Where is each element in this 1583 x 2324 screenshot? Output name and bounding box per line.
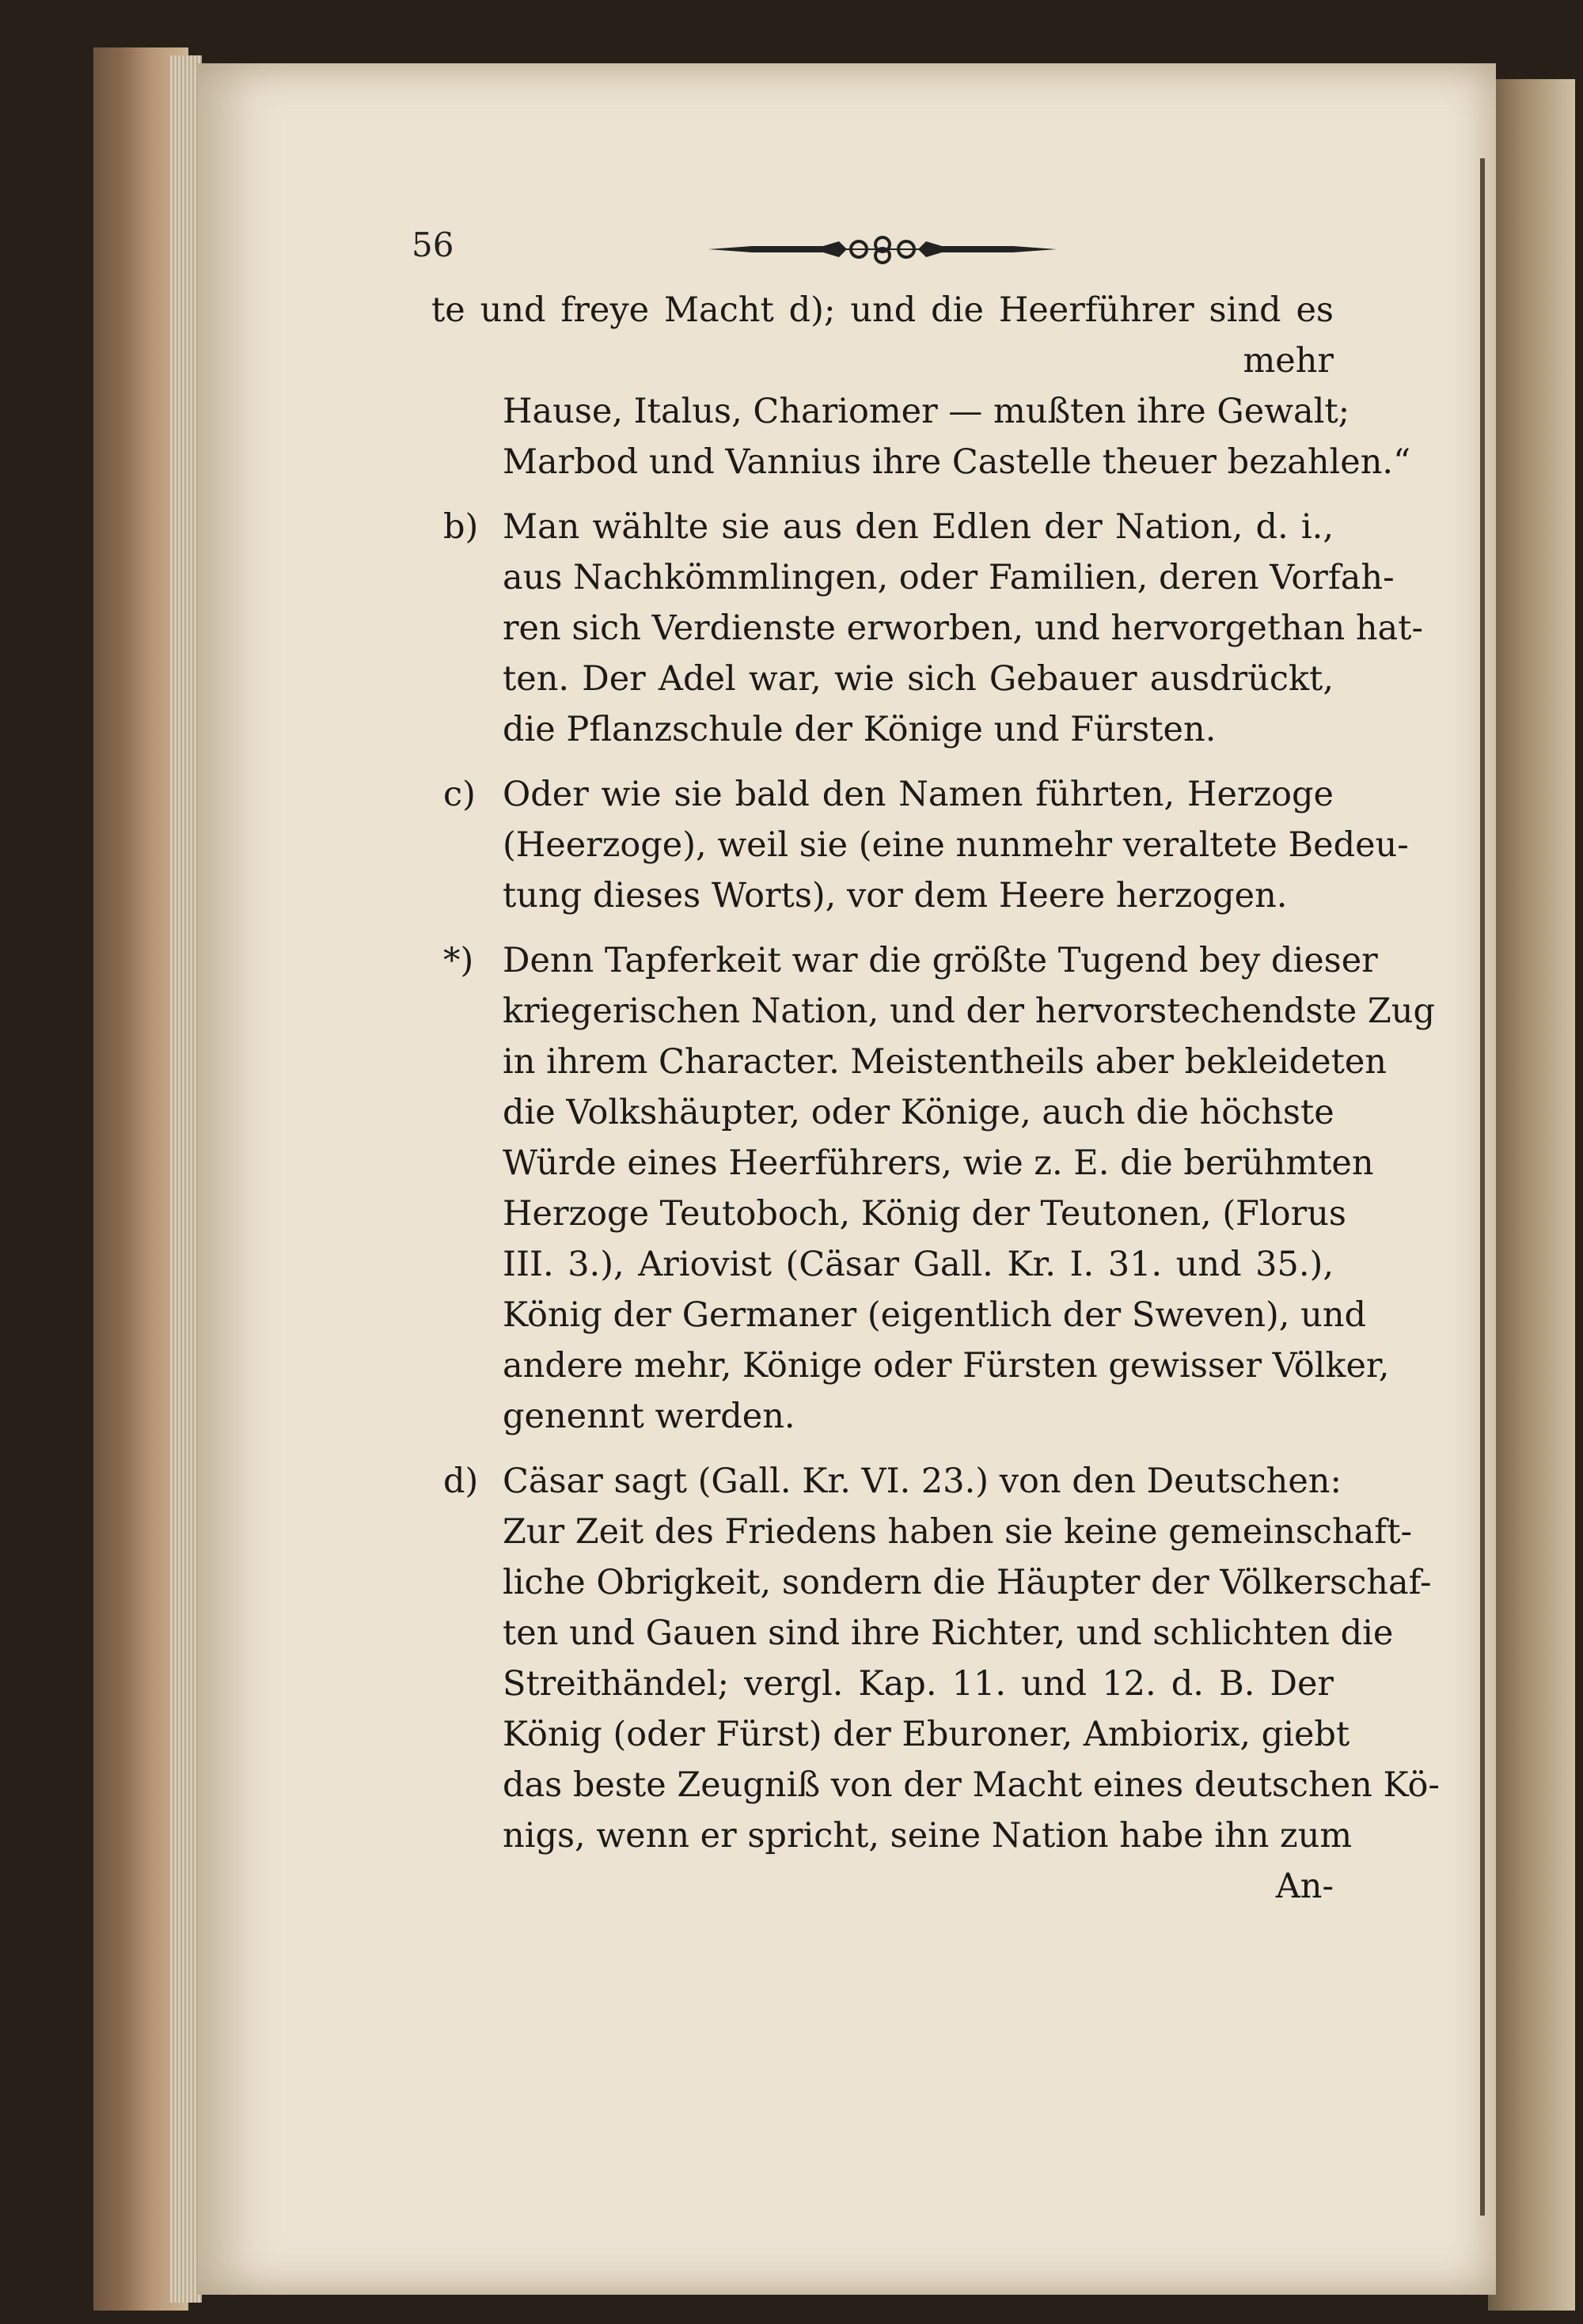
text-line: nigs, wenn er spricht, seine Nation habe ihn zum	[503, 1816, 1353, 1856]
footnote-label: *)	[443, 941, 474, 980]
text-line: kriegerischen Nation, und der hervorstechendste Zug	[503, 991, 1435, 1031]
page-header	[412, 226, 1346, 273]
text-line: Würde eines Heerführers, wie z. E. die berühmten	[503, 1143, 1374, 1183]
text-line: liche Obrigkeit, sondern die Häupter der Völkerschaf-	[503, 1563, 1432, 1602]
text-line: Streithändel; vergl. Kap. 11. und 12. d. B. Der	[503, 1664, 1334, 1704]
facing-page-edge	[1488, 79, 1575, 2311]
text-line: die Volkshäupter, oder Könige, auch die höchste	[503, 1093, 1334, 1132]
text-line: König der Germaner (eigentlich der Sweven), und	[503, 1295, 1367, 1335]
text-line: Man wählte sie aus den Edlen der Nation, d. i.,	[503, 507, 1334, 547]
text-line: aus Nachkömmlingen, oder Familien, deren Vorfah-	[503, 558, 1395, 597]
page-text	[431, 285, 1440, 1912]
ornament-rule-icon	[704, 229, 1061, 270]
page-number: 56	[412, 226, 454, 264]
text-line: Oder wie sie bald den Namen führten, Herzoge	[503, 775, 1334, 814]
text-line: ten und Gauen sind ihre Richter, und schlichten die	[503, 1613, 1394, 1653]
footnote-d	[431, 1456, 1440, 1861]
text-line: Zur Zeit des Friedens haben sie keine gemeinschaft-	[503, 1512, 1413, 1552]
text-line: König (oder Fürst) der Eburoner, Ambiorix, giebt	[503, 1715, 1350, 1754]
text-line: Marbod und Vannius ihre Castelle theuer bezahlen.“	[503, 442, 1411, 482]
page-edges	[170, 55, 202, 2303]
text-line: Cäsar sagt (Gall. Kr. VI. 23.) von den Deutschen:	[503, 1462, 1342, 1501]
footnote-label: b)	[443, 507, 479, 547]
text-line: ren sich Verdienste erworben, und hervorgethan hat-	[503, 608, 1423, 648]
text-line: in ihrem Character. Meistentheils aber bekleideten	[503, 1042, 1387, 1082]
text-line: das beste Zeugniß von der Macht eines deutschen Kö-	[503, 1765, 1440, 1805]
text-line: te und freye Macht d); und die Heerführer sind es	[431, 290, 1334, 330]
footnote-star	[431, 935, 1435, 1442]
text-line: III. 3.), Ariovist (Cäsar Gall. Kr. I. 31. und 35.),	[503, 1245, 1334, 1284]
text-line: (Heerzoge), weil sie (eine nunmehr veraltete Bedeu-	[503, 825, 1409, 865]
text-line: genennt werden.	[503, 1397, 795, 1436]
text-line: andere mehr, Könige oder Fürsten gewisser Völker,	[503, 1346, 1390, 1386]
text-line: Herzoge Teutoboch, König der Teutonen, (Florus	[503, 1194, 1346, 1234]
text-line: die Pflanzschule der Könige und Fürsten.	[503, 710, 1217, 749]
text-line: tung dieses Worts), vor dem Heere herzogen.	[503, 876, 1288, 916]
text-line: ten. Der Adel war, wie sich Gebauer ausdrückt,	[503, 659, 1334, 699]
catchword: An-	[1275, 1867, 1334, 1906]
footnote-c	[431, 769, 1409, 921]
footnote-label: d)	[443, 1462, 479, 1501]
text-line: Denn Tapferkeit war die größte Tugend bey dieser	[503, 941, 1378, 980]
footnote-b	[431, 502, 1423, 755]
text-line: mehr	[1243, 341, 1334, 381]
gutter-shadow	[1480, 158, 1485, 2216]
text-line: Hause, Italus, Chariomer — mußten ihre Gewalt;	[503, 392, 1350, 431]
footnote-label: c)	[443, 775, 476, 814]
